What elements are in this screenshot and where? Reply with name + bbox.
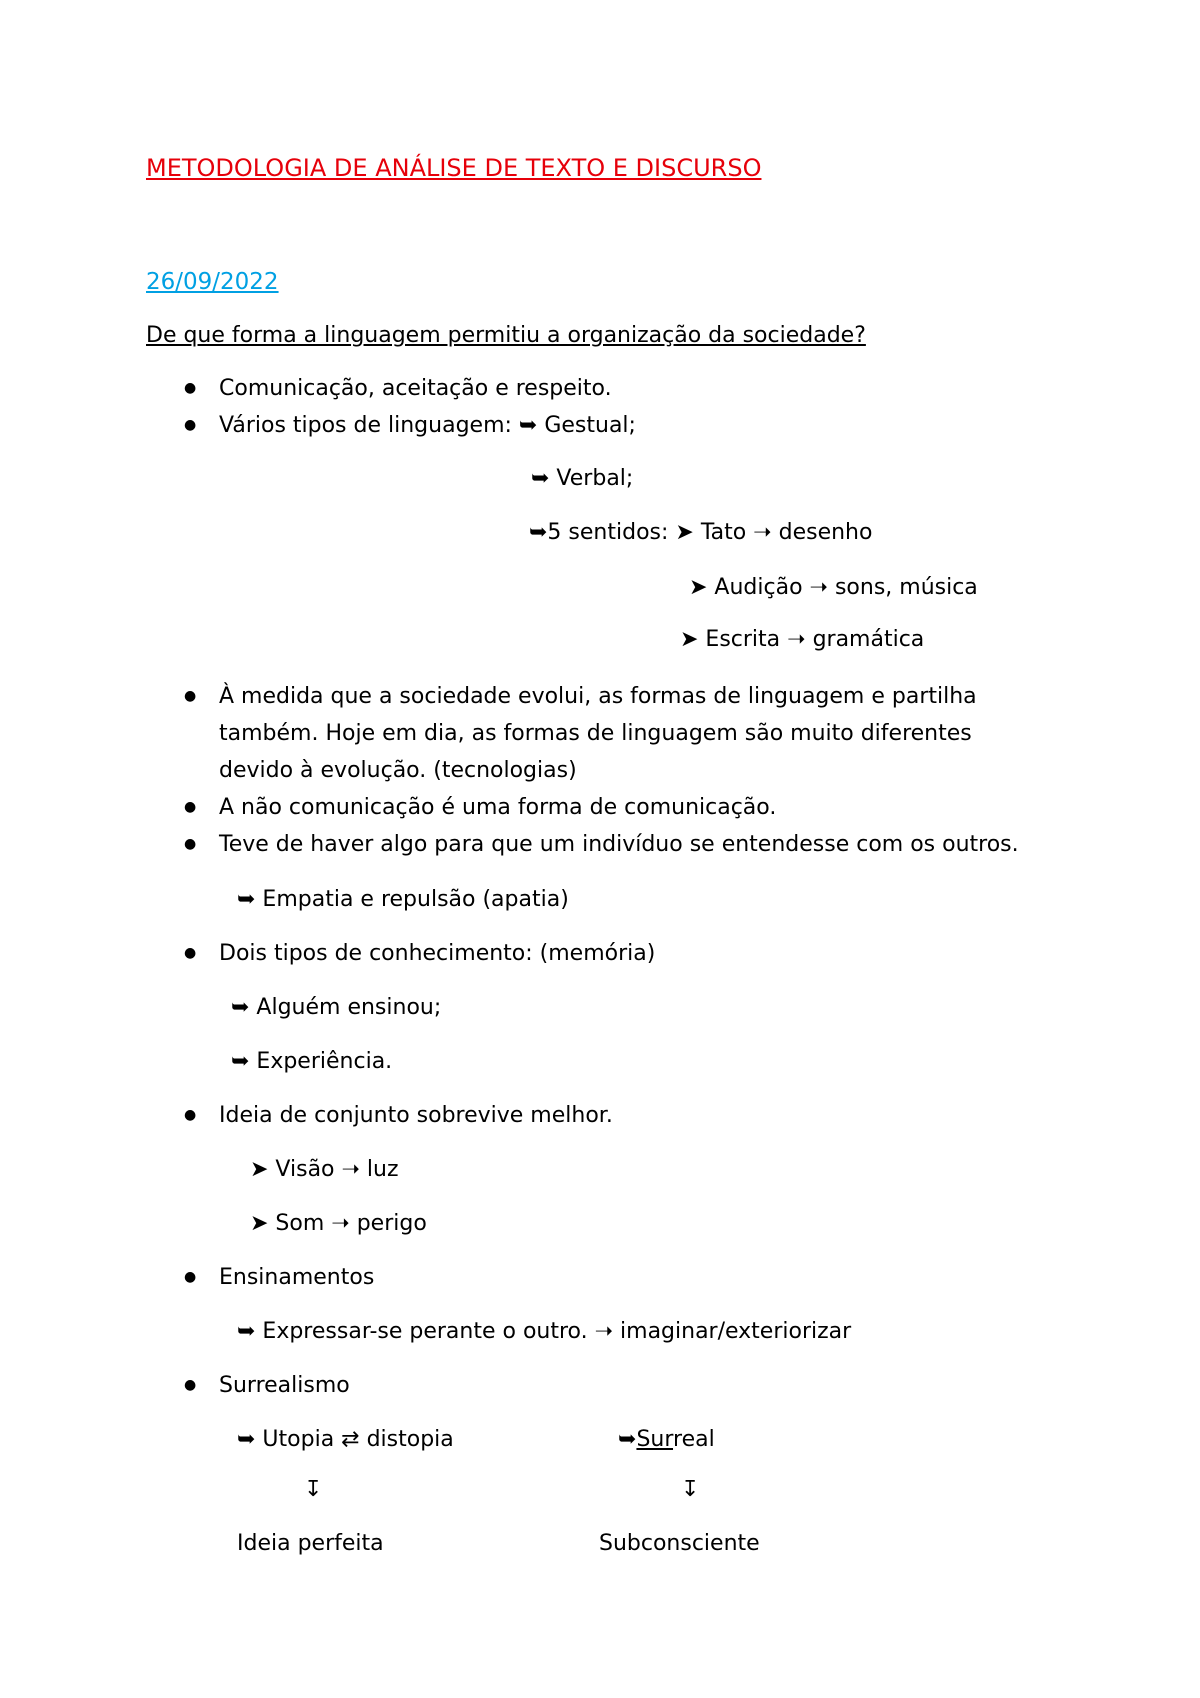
ideia-perfeita-label: Ideia perfeita [237,1531,384,1556]
bullet-marker: ● [184,1269,197,1285]
sub-item-experiencia: ➥ Experiência. [231,1049,393,1074]
surreal-arrow: ➥ [618,1427,637,1452]
list-item-ensinamentos: Ensinamentos [219,1265,375,1290]
bullet-marker: ● [184,799,197,815]
surreal-prefix: Sur [636,1427,674,1452]
sub-item-escrita: ➤ Escrita ➝ gramática [680,627,925,652]
list-item-medida-line-2: também. Hoje em dia, as formas de linguagem são muito diferentes [219,721,972,746]
list-item-haver: Teve de haver algo para que um indivíduo se entendesse com os outros. [219,832,1019,857]
question-heading: De que forma a linguagem permitiu a organização da sociedade? [146,323,866,348]
bullet-marker: ● [184,836,197,852]
sub-item-expressar: ➥ Expressar-se perante o outro. ➝ imaginar/exteriorizar [237,1319,852,1344]
list-item-comunicacao: Comunicação, aceitação e respeito. [219,376,612,401]
sub-item-alguem: ➥ Alguém ensinou; [231,995,442,1020]
list-item-tipos-linguagem: Vários tipos de linguagem: ➥ Gestual; [219,413,636,438]
down-arrow-icon: ↧ [681,1477,700,1502]
list-item-nao-comunicacao: A não comunicação é uma forma de comunicação. [219,795,777,820]
sub-item-empatia: ➥ Empatia e repulsão (apatia) [237,887,569,912]
bullet-marker: ● [184,417,197,433]
sub-item-audicao: ➤ Audição ➝ sons, música [689,575,978,600]
bullet-marker: ● [184,688,197,704]
subconsciente-label: Subconsciente [599,1531,760,1556]
sub-item-verbal: ➥ Verbal; [531,466,634,491]
surreal-suffix: real [673,1427,715,1452]
sub-item-utopia: ➥ Utopia ⇄ distopia [237,1427,454,1452]
sub-item-sentidos: ➥5 sentidos: ➤ Tato ➝ desenho [529,520,873,545]
sub-item-som: ➤ Som ➝ perigo [250,1211,427,1236]
sub-item-visao: ➤ Visão ➝ luz [250,1157,399,1182]
list-item-medida-line-1: À medida que a sociedade evolui, as formas de linguagem e partilha [219,684,977,709]
bullet-marker: ● [184,1107,197,1123]
sub-item-surreal [618,1429,715,1451]
list-item-surrealismo: Surrealismo [219,1373,350,1398]
down-arrow-icon: ↧ [304,1477,323,1502]
list-item-medida-line-3: devido à evolução. (tecnologias) [219,758,577,783]
bullet-marker: ● [184,945,197,961]
list-item-conjunto: Ideia de conjunto sobrevive melhor. [219,1103,613,1128]
bullet-marker: ● [184,380,197,396]
bullet-marker: ● [184,1377,197,1393]
list-item-conhecimento: Dois tipos de conhecimento: (memória) [219,941,656,966]
date-heading: 26/09/2022 [146,269,279,295]
document-title: METODOLOGIA DE ANÁLISE DE TEXTO E DISCURSO [146,154,762,182]
